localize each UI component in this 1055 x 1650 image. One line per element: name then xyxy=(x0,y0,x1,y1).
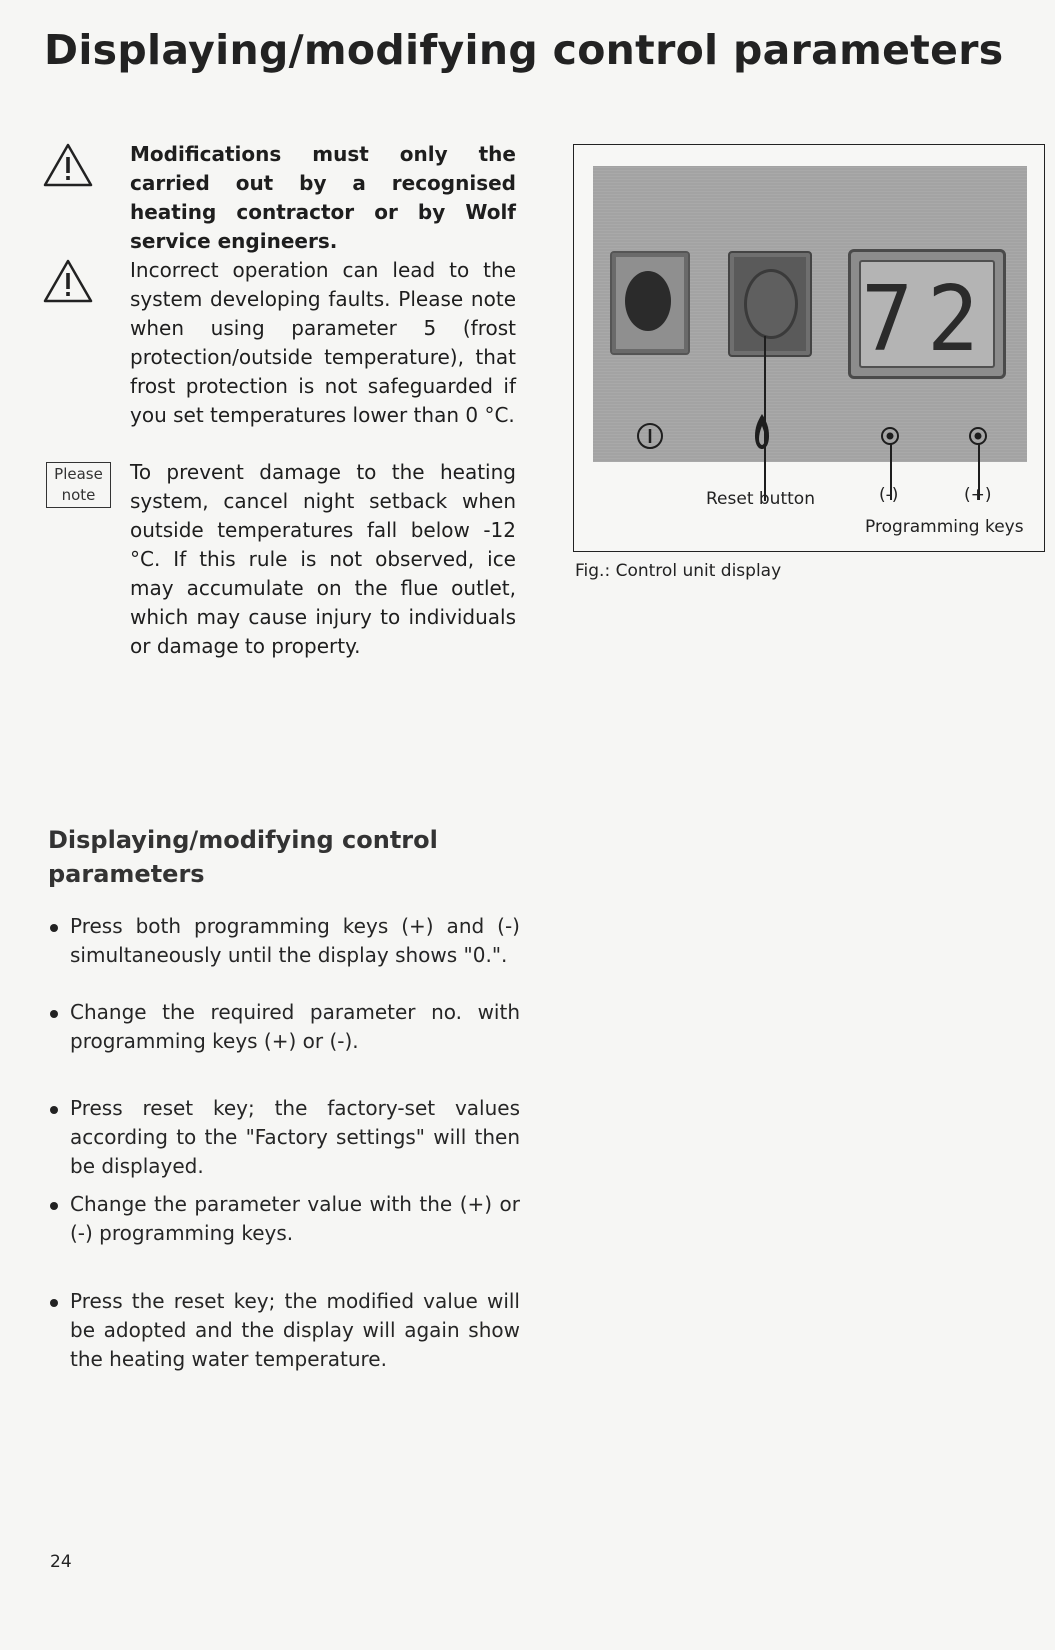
note-text-night-setback: To prevent damage to the heating system, cancel night setback when outside temperatures fall below -12 °C. If this rule is not observed, ice may accumulate on the flue outlet, which may cause injury to individuals or damage to property. xyxy=(130,460,516,658)
display-digits xyxy=(861,262,993,362)
warning-triangle-icon xyxy=(42,258,94,304)
reset-leader-line xyxy=(764,336,766,501)
please-note-label-line2: note xyxy=(61,486,96,504)
minus-key-label: (-) xyxy=(879,485,899,505)
plus-key-label: (+) xyxy=(964,485,992,505)
bullet-icon xyxy=(50,924,58,932)
display-value: 72 xyxy=(861,266,993,362)
bullet-icon xyxy=(50,1299,58,1307)
bullet-icon xyxy=(50,1202,58,1210)
warning-triangle-icon xyxy=(42,142,94,188)
step-text: Press both programming keys (+) and (-) simultaneously until the display shows "0.". xyxy=(70,914,520,967)
step-text: Press the reset key; the modified value will be adopted and the display will again show the heating water temperature. xyxy=(70,1289,520,1371)
temperature-display xyxy=(848,249,1006,379)
list-item xyxy=(50,1287,520,1374)
burner-flame-icon xyxy=(751,412,773,452)
list-item xyxy=(50,1094,520,1181)
reset-button-label: Reset button xyxy=(706,489,815,509)
step-text: Change the required parameter no. with programming keys (+) or (-). xyxy=(70,1000,520,1053)
step-text: Press reset key; the factory-set values according to the "Factory settings" will then be displayed. xyxy=(70,1096,520,1178)
page-number: 24 xyxy=(50,1552,72,1572)
power-symbol-icon xyxy=(635,421,665,451)
programming-keys-label: Programming keys xyxy=(865,517,1024,537)
page-title: Displaying/modifying control parameters xyxy=(44,26,1004,74)
on-off-button xyxy=(610,251,690,355)
warning-text-qualified-personnel: Modifications must only the carried out by a recognised heating contractor or by Wolf service engineers. xyxy=(130,142,516,253)
bullet-icon xyxy=(50,1010,58,1018)
list-item xyxy=(50,998,520,1056)
control-unit-figure xyxy=(573,144,1045,552)
step-text: Change the parameter value with the (+) or (-) programming keys. xyxy=(70,1192,520,1245)
control-panel xyxy=(593,166,1027,462)
please-note-badge xyxy=(46,462,111,508)
reset-button xyxy=(728,251,812,357)
list-item xyxy=(50,1190,520,1248)
figure-caption: Fig.: Control unit display xyxy=(575,561,782,581)
please-note-label-line1: Please xyxy=(54,465,103,483)
list-item xyxy=(50,912,520,970)
section-heading: Displaying/modifying control parameters xyxy=(48,826,438,888)
warning-text-frost-protection: Incorrect operation can lead to the system developing faults. Please note when using parameter 5 (frost protection/outside temperature), that frost protection is not safeguarded if you set temperatures lower than 0 °C. xyxy=(130,258,516,427)
bullet-icon xyxy=(50,1106,58,1114)
